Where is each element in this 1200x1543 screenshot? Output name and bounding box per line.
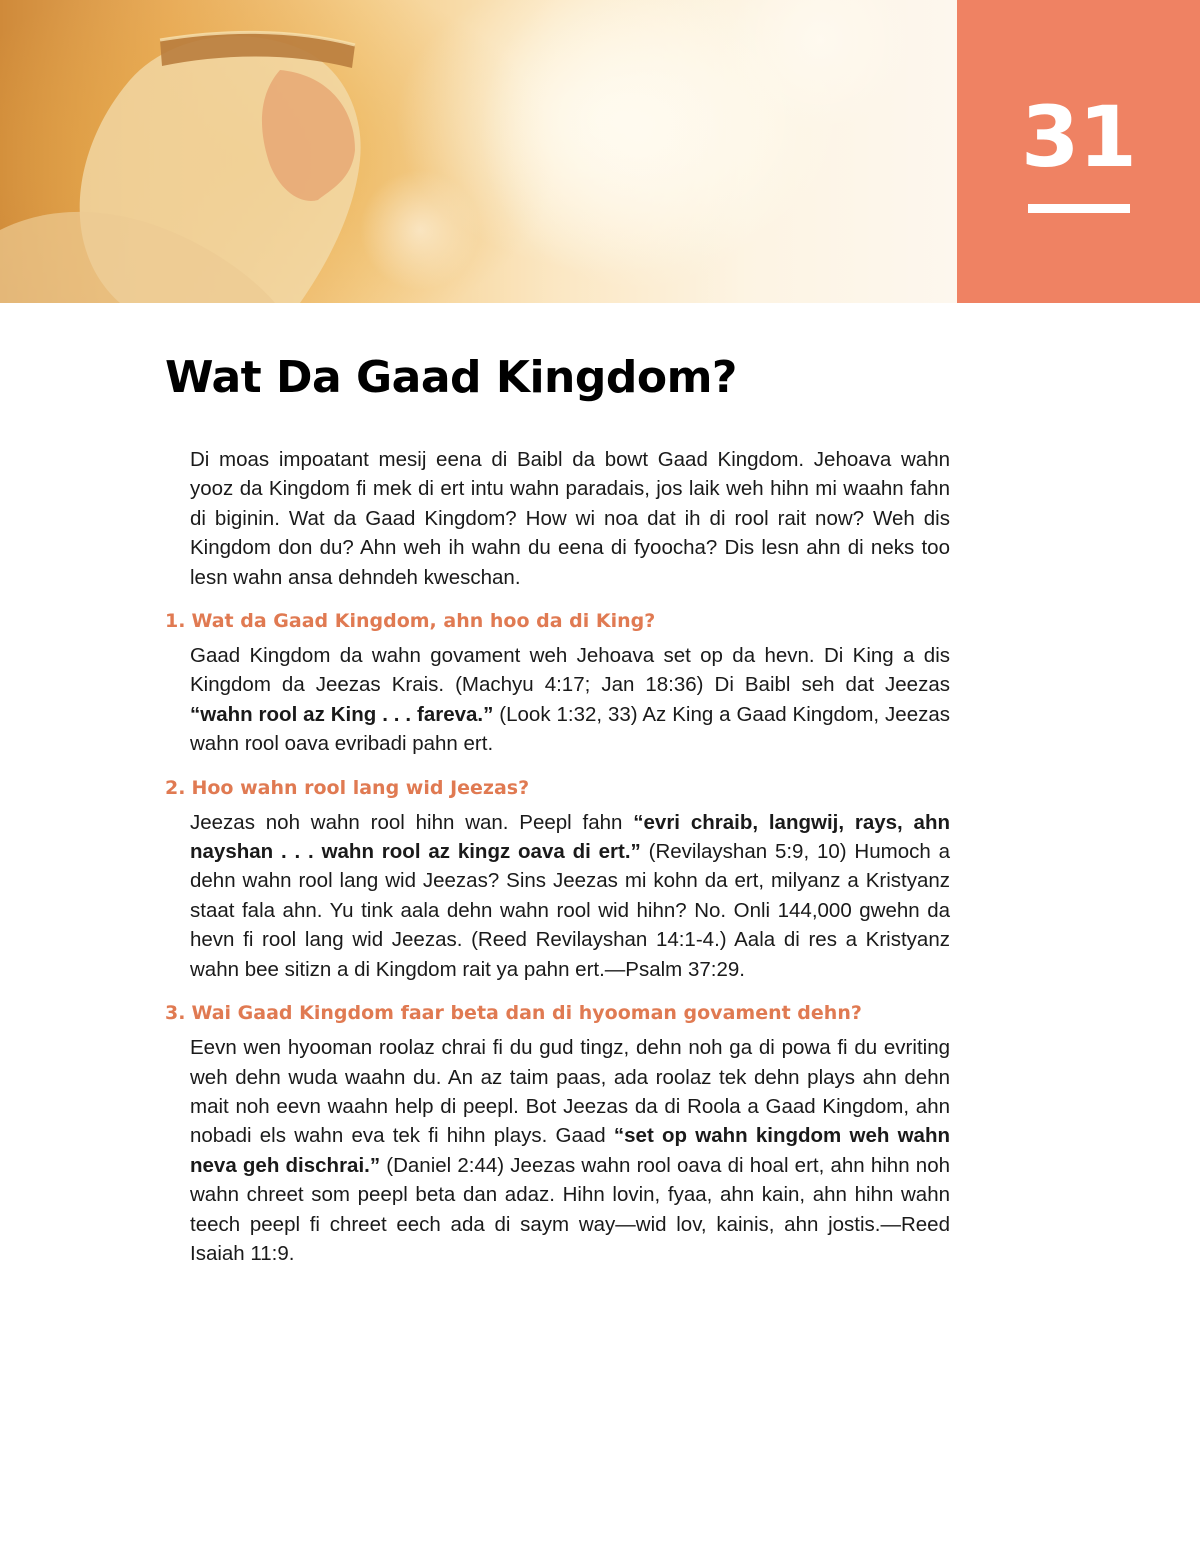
- section-paragraph: [190, 641, 950, 759]
- section-number: 2.: [165, 776, 186, 799]
- lesson-body: [165, 445, 955, 1282]
- section-heading: [165, 998, 955, 1028]
- scripture-quote: “evri chraib, langwij, rays, ahn nayshan . . . wahn rool az kingz oava di ert.”: [190, 810, 950, 864]
- section-heading: [165, 773, 955, 803]
- header-illustration: [0, 0, 957, 303]
- section-number: 3.: [165, 1002, 186, 1025]
- section-3: [165, 998, 955, 1268]
- chapter-number: 31: [1021, 88, 1136, 186]
- scripture-quote: “set op wahn kingdom weh wahn neva geh dischrai.”: [190, 1124, 950, 1177]
- section-paragraph: [190, 808, 950, 984]
- section-heading: [165, 606, 955, 636]
- paragraph-text: (Revilayshan 5:9, 10) Humoch a dehn wahn rool lang wid Jeezas? Sins Jeezas mi kohn da ert, milyanz a Kristyanz staat fala ahn. Yu tink aala dehn wahn rool wid hihn? No. Onli 144,000 gwehn da hevn fi rool lang wid Jeezas. (Reed Revilayshan 14:1-4.) Aala di res a Kristyanz wahn bee sitizn a di Kingdom rait ya pahn ert.—Psalm 37:29.: [190, 840, 950, 981]
- king-illustration: [0, 0, 957, 303]
- chapter-underline: [1028, 204, 1130, 213]
- paragraph-text: Eevn wen hyooman roolaz chrai fi du gud tingz, dehn noh ga di powa fi du evriting weh dehn wuda waahn du. An az taim paas, ada roolaz tek dehn plays ahn dehn mait noh eevn waahn help di peepl. Bot Jeezas da di Roola a Gaad Kingdom, ahn nobadi els wahn eva tek fi hihn plays. Gaad: [190, 1036, 950, 1148]
- section-1: [165, 606, 955, 759]
- section-question: Wat da Gaad Kingdom, ahn hoo da di King?: [191, 610, 656, 633]
- chapter-badge: [957, 0, 1200, 303]
- section-2: [165, 773, 955, 984]
- intro-paragraph: Di moas impoatant mesij eena di Baibl da bowt Gaad Kingdom. Jehoava wahn yooz da Kingdom fi mek di ert intu wahn paradais, jos laik weh hihn mi waahn fahn di biginin. Wat da Gaad Kingdom? How wi noa dat ih di rool rait now? Weh dis Kingdom don du? Ahn weh ih wahn du eena di fyoocha? Dis lesn ahn di neks too lesn wahn ansa dehndeh kweschan.: [190, 448, 950, 589]
- section-question: Wai Gaad Kingdom faar beta dan di hyooman govament dehn?: [191, 1002, 862, 1025]
- section-number: 1.: [165, 610, 186, 633]
- section-paragraph: [190, 1033, 950, 1268]
- paragraph-text: Gaad Kingdom da wahn govament weh Jehoava set op da hevn. Di King a dis Kingdom da Jeezas Krais. (Machyu 4:17; Jan 18:36) Di Baibl seh dat Jeezas: [190, 644, 950, 697]
- paragraph-text: Jeezas noh wahn rool hihn wan. Peepl fahn: [190, 810, 634, 834]
- paragraph-text: (Look 1:32, 33) Az King a Gaad Kingdom, Jeezas wahn rool oava evribadi pahn ert.: [190, 702, 950, 756]
- page-title: Wat Da Gaad Kingdom?: [165, 352, 737, 403]
- paragraph-text: (Daniel 2:44) Jeezas wahn rool oava di hoal ert, ahn hihn noh wahn chreet som peepl beta dan adaz. Hihn lovin, fyaa, ahn kain, ahn hihn wahn teech peepl fi chreet eech ada di saym way—wid lov, kainis, ahn jostis.—Reed Isaiah 11:9.: [190, 1153, 950, 1265]
- section-question: Hoo wahn rool lang wid Jeezas?: [191, 776, 530, 799]
- scripture-quote: “wahn rool az King . . . fareva.”: [190, 702, 494, 726]
